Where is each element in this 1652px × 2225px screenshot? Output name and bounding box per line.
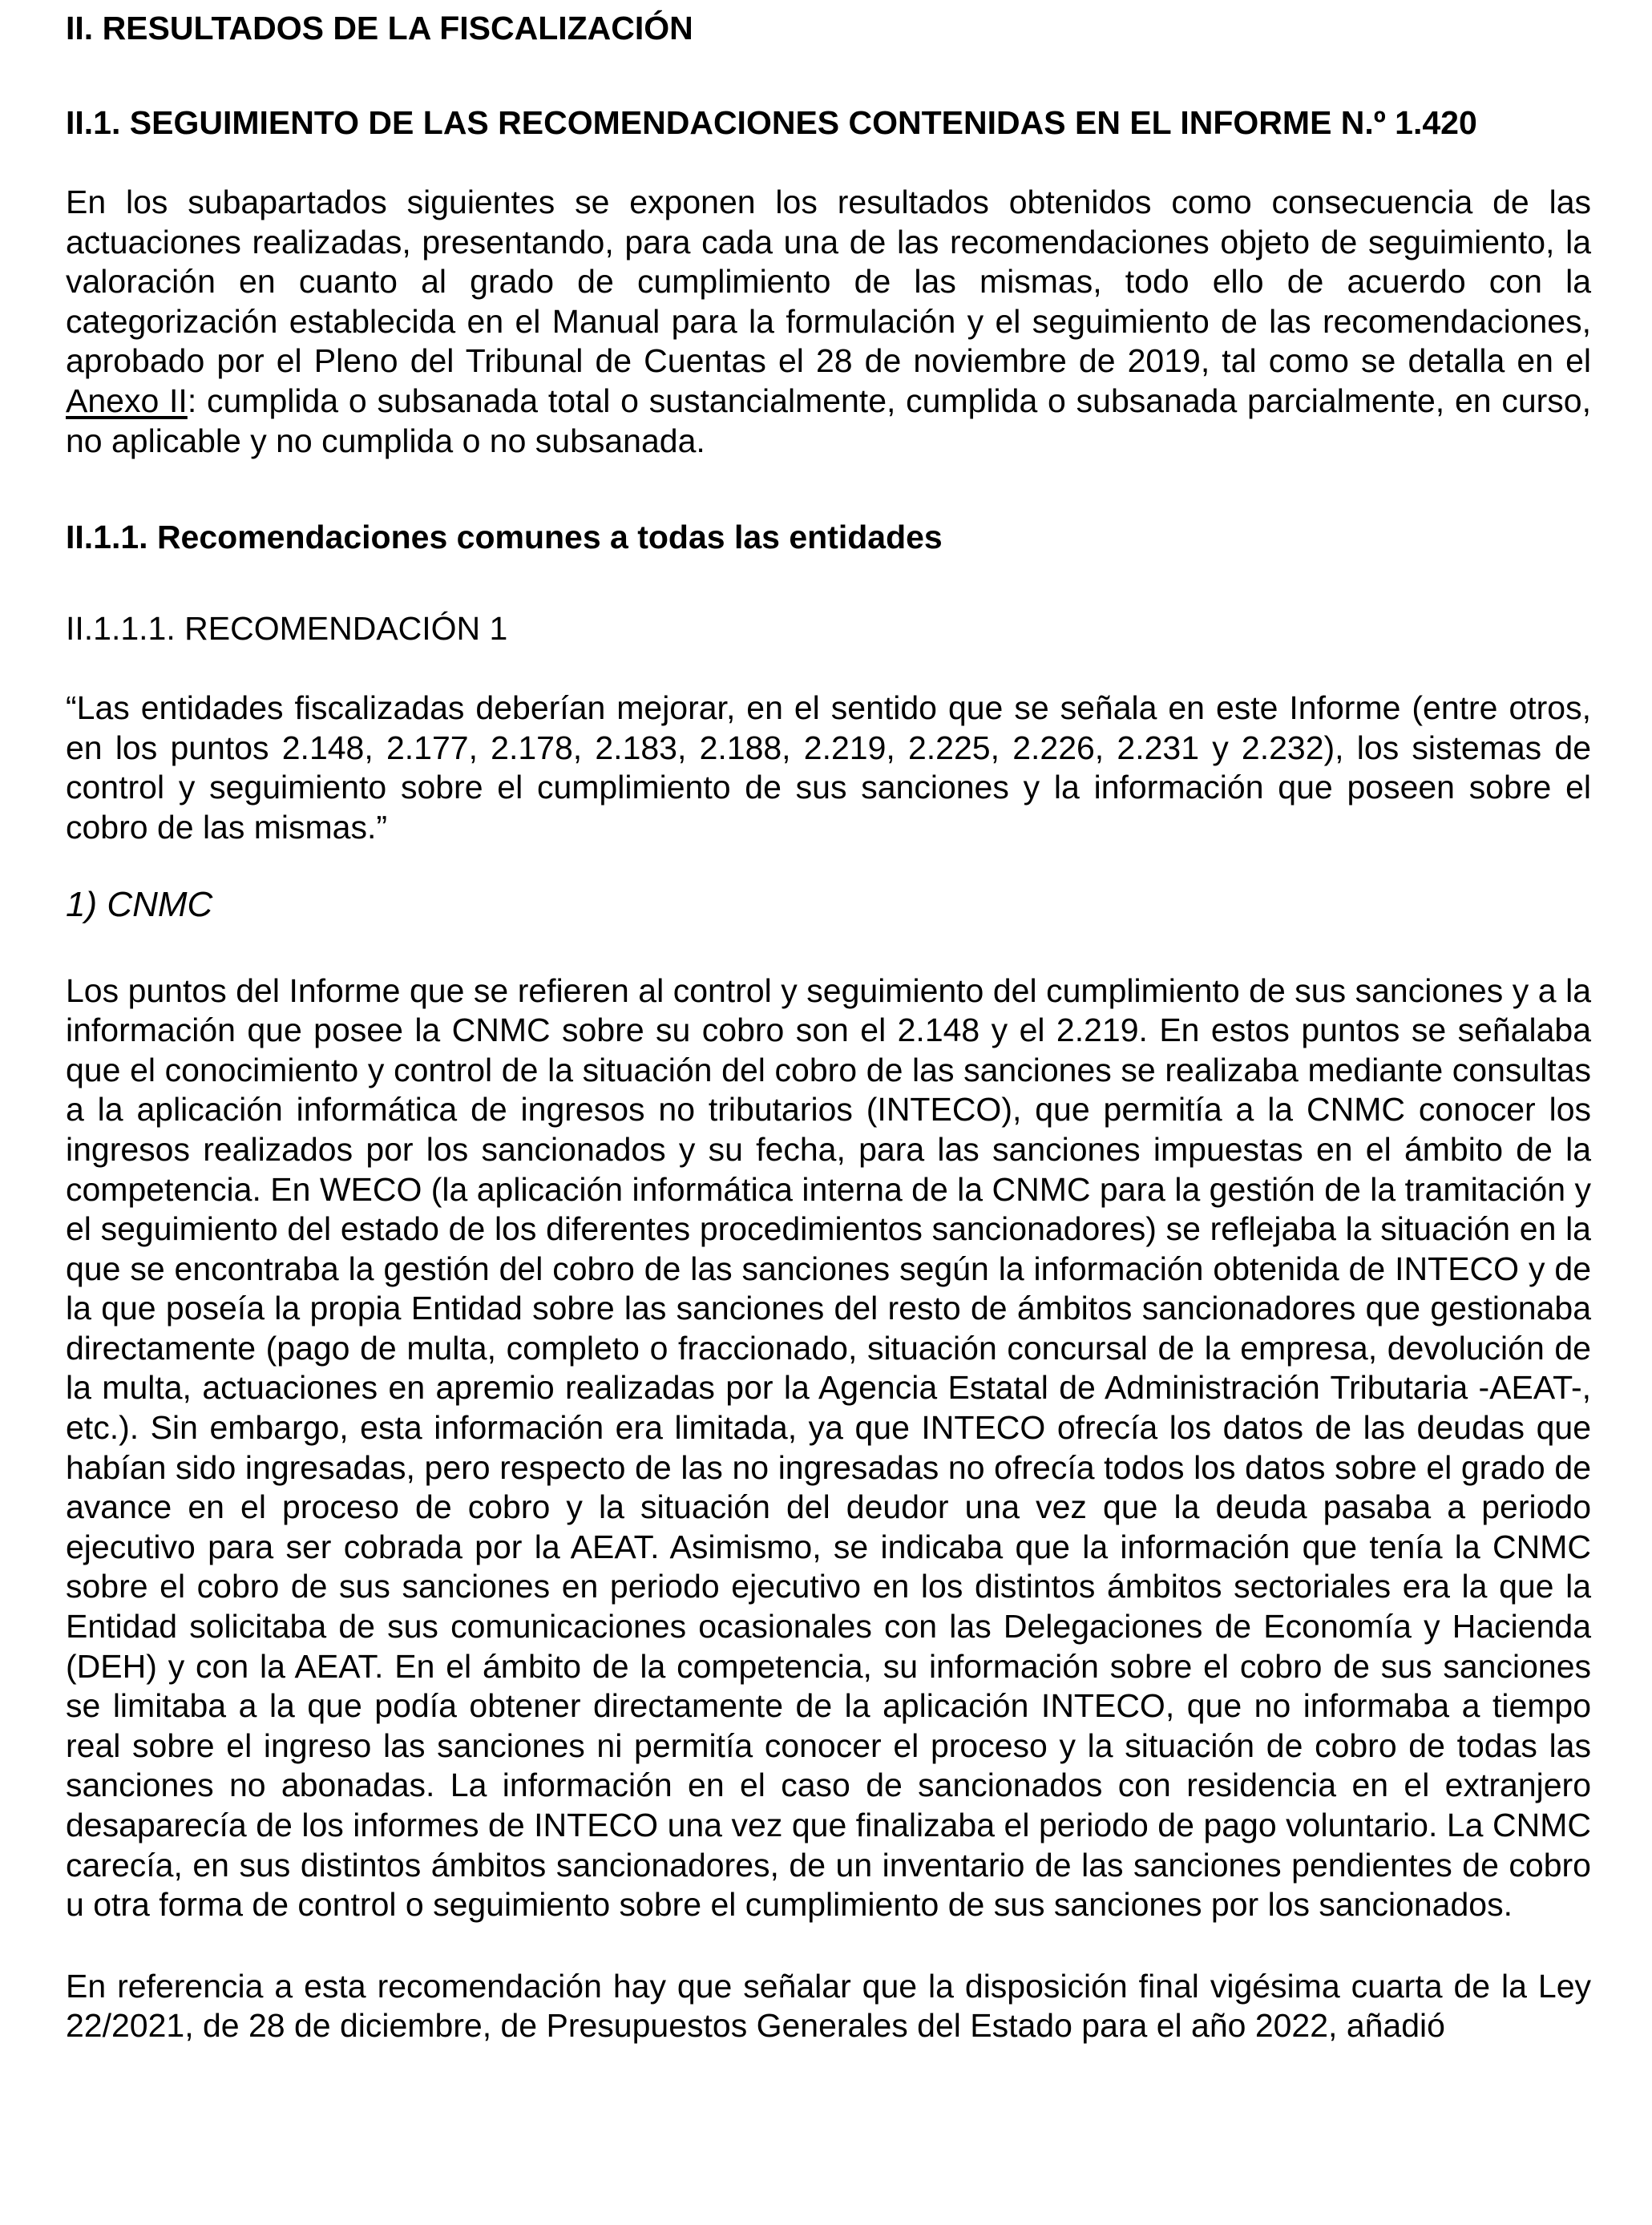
recommendation-quote: “Las entidades fiscalizadas deberían mejorar, en el sentido que se señala en este Informe (entre otros, en los puntos 2.148, 2.177, 2.178, 2.183, 2.188, 2.219, 2.225, 2.226, 2.231 y 2.232), los sistemas de control y seguimiento sobre el cumplimiento de sus sanciones y la información que poseen sobre el cobro de las mismas.” xyxy=(66,689,1591,846)
entity-heading: 1) CNMC xyxy=(66,884,213,924)
subsubsection-heading: II.1.1. Recomendaciones comunes a todas las entidades xyxy=(66,519,943,556)
final-paragraph: En referencia a esta recomendación hay que señalar que la disposición final vigésima cuarta de la Ley 22/2021, de 28 de diciembre, de Presupuestos Generales del Estado para el año 2022, añadió xyxy=(66,1967,1591,2045)
anexo-ii-link[interactable]: Anexo II xyxy=(66,382,188,419)
subsection-heading: II.1. SEGUIMIENTO DE LAS RECOMENDACIONES CONTENIDAS EN EL INFORME N.º 1.420 xyxy=(66,104,1477,141)
intro-text-after-link: : cumplida o subsanada total o sustancialmente, cumplida o subsanada parcialmente, en curso, no aplicable y no cumplida o no subsanada. xyxy=(66,382,1591,459)
intro-paragraph xyxy=(66,183,1591,461)
recommendation-heading: II.1.1.1. RECOMENDACIÓN 1 xyxy=(66,610,508,648)
section-heading: II. RESULTADOS DE LA FISCALIZACIÓN xyxy=(66,10,693,46)
intro-text-before-link: En los subapartados siguientes se exponen los resultados obtenidos como consecuencia de las actuaciones realizadas, presentando, para cada una de las recomendaciones objeto de seguimiento, la valoración en cuanto al grado de cumplimiento de las mismas, todo ello de acuerdo con la categorización establecida en el Manual para la formulación y el seguimiento de las recomendaciones, aprobado por el Pleno del Tribunal de Cuentas el 28 de noviembre de 2019, tal como se detalla en el xyxy=(66,184,1591,380)
cnmc-paragraph: Los puntos del Informe que se refieren al control y seguimiento del cumplimiento de sus sanciones y a la información que posee la CNMC sobre su cobro son el 2.148 y el 2.219. En estos puntos se señalaba que el conocimiento y control de la situación del cobro de las sanciones se realizaba mediante consultas a la aplicación informática de ingresos no tributarios (INTECO), que permitía a la CNMC conocer los ingresos realizados por los sancionados y su fecha, para las sanciones impuestas en el ámbito de la competencia. En WECO (la aplicación informática interna de la CNMC para la gestión de la tramitación y el seguimiento del estado de los diferentes procedimientos sancionadores) se reflejaba la situación en la que se encontraba la gestión del cobro de las sanciones según la información obtenida de INTECO y de la que poseía la propia Entidad sobre las sanciones del resto de ámbitos sancionadores que gestionaba directamente (pago de multa, completo o fraccionado, situación concursal de la empresa, devolución de la multa, actuaciones en apremio realizadas por la Agencia Estatal de Administración Tributaria -AEAT-, etc.). Sin embargo, esta información era limitada, ya que INTECO ofrecía los datos de las deudas que habían sido ingresadas, pero respecto de las no ingresadas no ofrecía todos los datos sobre el grado de avance en el proceso de cobro y la situación del deudor una vez que la deuda pasaba a periodo ejecutivo para ser cobrada por la AEAT. Asimismo, se indicaba que la información que tenía la CNMC sobre el cobro de sus sanciones en periodo ejecutivo en los distintos ámbitos sectoriales era la que la Entidad solicitaba de sus comunicaciones ocasionales con las Delegaciones de Economía y Hacienda (DEH) y con la AEAT. En el ámbito de la competencia, su información sobre el cobro de sus sanciones se limitaba a la que podía obtener directamente de la aplicación INTECO, que no informaba a tiempo real sobre el ingreso las sanciones ni permitía conocer el proceso y la situación de cobro de todas las sanciones no abonadas. La información en el caso de sancionados con residencia en el extranjero desaparecía de los informes de INTECO una vez que finalizaba el periodo de pago voluntario. La CNMC carecía, en sus distintos ámbitos sancionadores, de un inventario de las sanciones pendientes de cobro u otra forma de control o seguimiento sobre el cumplimiento de sus sanciones por los sancionados. xyxy=(66,971,1591,1924)
